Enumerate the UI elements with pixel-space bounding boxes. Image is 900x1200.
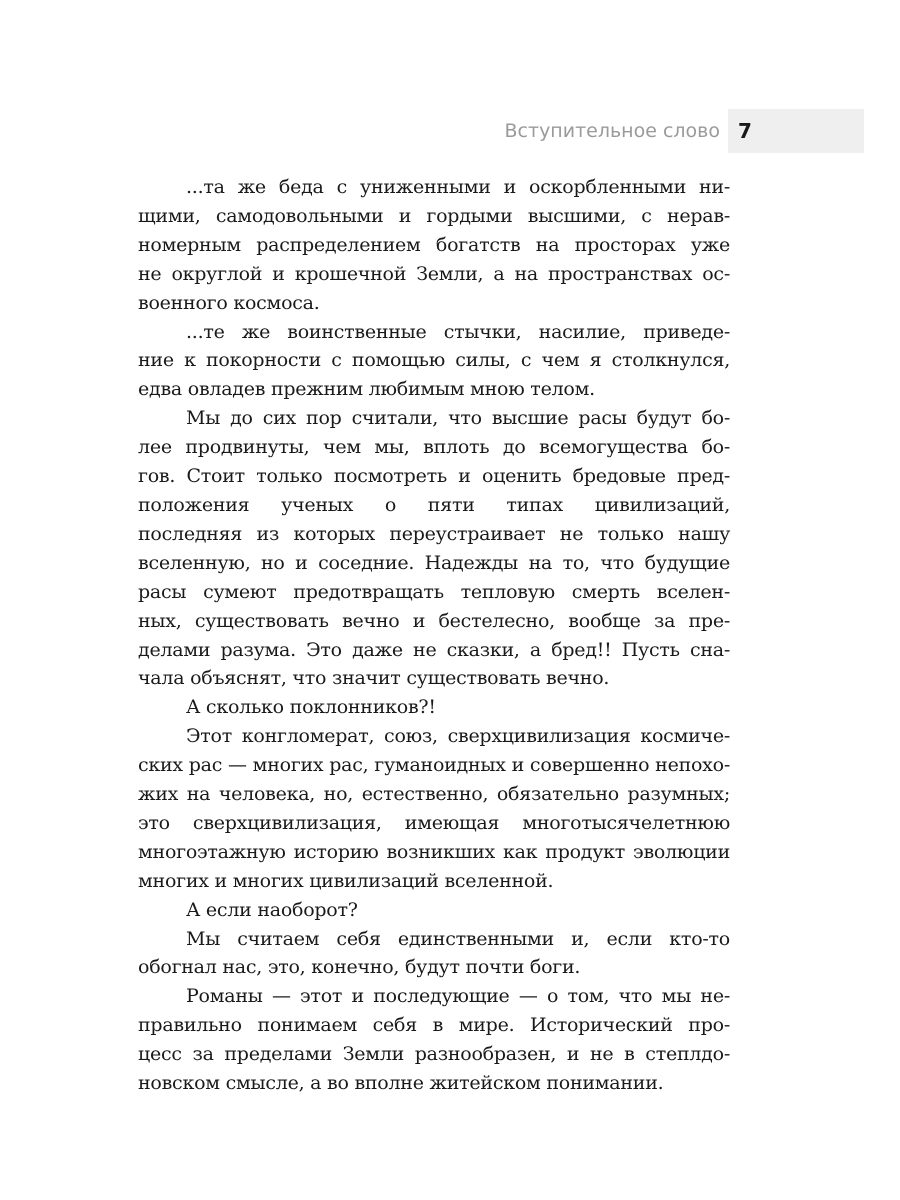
- text-line: вселенную, но и соседние. Надежды на то, что будущие: [138, 551, 730, 574]
- text-line: ...те же воинственные стычки, насилие, приведе-: [186, 320, 730, 343]
- text-line: А сколько поклонников?!: [186, 696, 436, 719]
- text-line: щими, самодовольными и гордыми высшими, с нерав-: [138, 204, 730, 227]
- page-number: 7: [738, 119, 752, 143]
- text-line: положения ученых о пяти типах цивилизаций,: [138, 493, 730, 516]
- paragraph: [138, 173, 730, 318]
- text-line: ных, существовать вечно и бестелесно, вообще за пре-: [138, 609, 730, 632]
- body-text: [138, 173, 730, 1098]
- text-line: Романы — этот и последующие — о том, что мы не-: [186, 985, 730, 1008]
- paragraph: [138, 982, 730, 1098]
- text-line: Мы считаем себя единственными и, если кто-то: [186, 927, 730, 950]
- text-line: Этот конгломерат, союз, сверхцивилизация космиче-: [186, 725, 730, 748]
- paragraph: [138, 318, 730, 405]
- text-line: правильно понимаем себя в мире. Исторический про-: [138, 1014, 730, 1037]
- text-line: номерным распределением богатств на просторах уже: [138, 233, 730, 256]
- text-line: обогнал нас, это, конечно, будут почти боги.: [138, 956, 581, 979]
- text-line: Мы до сих пор считали, что высшие расы будут бо-: [186, 407, 730, 430]
- text-line: лее продвинуты, чем мы, вплоть до всемогущества бо-: [138, 436, 730, 459]
- paragraph: [138, 722, 730, 895]
- text-line: едва овладев прежним любимым мною телом.: [138, 378, 595, 401]
- text-line: цесс за пределами Земли разнообразен, и не в степлдо-: [138, 1043, 730, 1066]
- text-line: это сверхцивилизация, имеющая многотысячелетнюю: [138, 811, 730, 834]
- text-line: ских рас — многих рас, гуманоидных и совершенно непохо-: [138, 754, 730, 777]
- text-line: ние к покорности с помощью силы, с чем я столкнулся,: [138, 349, 730, 372]
- text-line: последняя из которых переустраивает не только нашу: [138, 522, 730, 545]
- text-line: делами разума. Это даже не сказки, а бред!! Пусть сна-: [138, 638, 730, 661]
- text-line: жих на человека, но, естественно, обязательно разумных;: [138, 783, 730, 806]
- chapter-title: Вступительное слово: [504, 120, 720, 142]
- paragraph: [138, 925, 730, 983]
- paragraph: [138, 693, 730, 722]
- text-line: не округлой и крошечной Земли, а на пространствах ос-: [138, 262, 730, 285]
- text-line: расы сумеют предотвращать тепловую смерть вселен-: [138, 580, 730, 603]
- text-line: гов. Стоит только посмотреть и оценить бредовые пред-: [138, 465, 730, 488]
- text-line: многих и многих цивилизаций вселенной.: [138, 869, 554, 892]
- text-line: ...та же беда с униженными и оскорбленными ни-: [186, 176, 730, 198]
- text-line: многоэтажную историю возникших как продукт эволюции: [138, 840, 730, 863]
- paragraph: [138, 896, 730, 925]
- text-line: чала объяснят, что значит существовать вечно.: [138, 667, 610, 690]
- running-header: [505, 109, 864, 153]
- text-line: военного космоса.: [138, 291, 320, 314]
- text-line: А если наоборот?: [186, 898, 358, 921]
- paragraph: [138, 404, 730, 693]
- text-line: новском смысле, а во вполне житейском понимании.: [138, 1072, 664, 1095]
- page-number-tab: [728, 109, 864, 153]
